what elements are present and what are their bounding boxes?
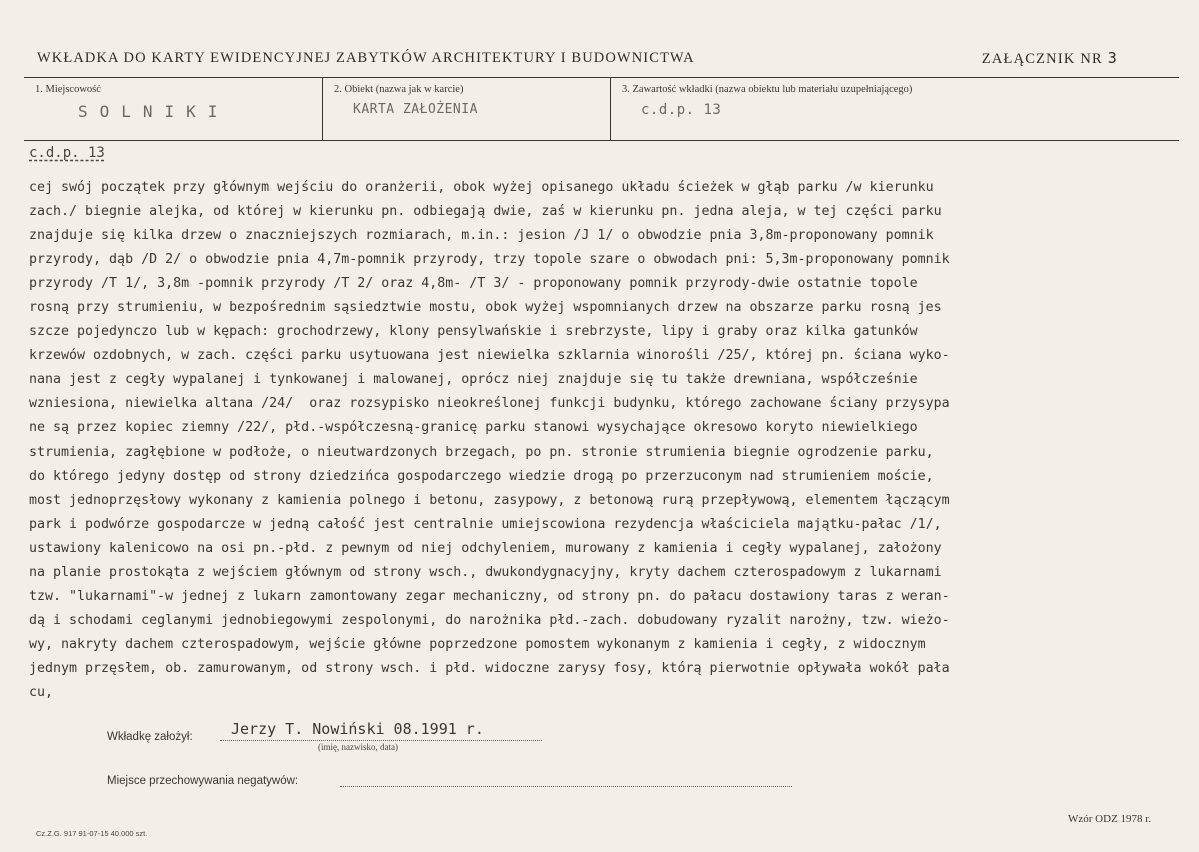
- text-line: szcze pojedynczo lub w kępach: grochodrzewy, klony pensylwańskie i srebrzyste, lipy i graby oraz kilka gatunków: [29, 324, 918, 340]
- author-hint: (imię, nazwisko, data): [318, 742, 398, 752]
- print-code: Cz.Z.G. 917 91-07-15 40.000 szt.: [36, 829, 148, 838]
- text-line: znajduje się kilka drzew o znaczniejszych rozmiarach, m.in.: jesion /J 1/ o obwodzie pnia 3,8m-proponowany pomnik: [29, 228, 934, 244]
- text-line: ustawiony kalenicowo na osi pn.-płd. z pewnym od niej odchyleniem, murowany z kamienia i cegły wypalanej, założony: [29, 540, 942, 556]
- content-cell: [610, 78, 1179, 140]
- attachment-label: ZAŁĄCZNIK NR: [981, 51, 1103, 67]
- text-line: wy, nakryty dachem czterospadowym, wejście główne poprzedzone pomostem wykonanym z kamienia i cegły, z widocznym: [29, 636, 926, 652]
- description-text: [29, 176, 1197, 705]
- locality-cell: [24, 78, 322, 140]
- content-value: c.d.p. 13: [641, 102, 722, 118]
- text-line: cu,: [29, 684, 54, 700]
- form-title: WKŁADKA DO KARTY EWIDENCYJNEJ ZABYTKÓW ARCHITEKTURY I BUDOWNICTWA: [37, 50, 695, 66]
- attachment-value: 3: [1107, 49, 1118, 67]
- author-signature: Jerzy T. Nowiński 08.1991 r.: [231, 720, 484, 738]
- text-line: most jednoprzęsłowy wykonany z kamienia polnego i betonu, zasypowy, z betonową rurą przepływową, elementem łączącym: [29, 492, 950, 508]
- negatives-dotted-line: [340, 786, 792, 787]
- continuation-reference: c.d.p. 13: [29, 145, 105, 161]
- text-line: dą i schodami ceglanymi jednobiegowymi zespolonymi, do narożnika płd.-zach. dobudowany ryzalit narożny, tzw. wieżo-: [29, 612, 950, 628]
- text-line: ne są przez kopiec ziemny /22/, płd.-współczesną-granicę parku stanowi wysychające okresowo koryto niewielkiego: [29, 420, 918, 436]
- content-label: 3. Zawartość wkładki (nazwa obiektu lub materiału uzupełniającego): [622, 84, 913, 95]
- form-model: Wzór ODZ 1978 r.: [1068, 813, 1152, 825]
- text-line: park i podwórze gospodarcze w jedną całość jest centralnie umiejscowiona rezydencja właściciela majątku-pałac /1/,: [29, 516, 942, 532]
- text-line: strumienia, zagłębione w podłoże, o nieutwardzonych brzegach, po pn. stronie strumienia biegnie ogrodzenie parku,: [29, 444, 934, 460]
- text-line: rosną przy strumieniu, w bezpośrednim sąsiedztwie mostu, obok wyżej wspomnianych drzew na obszarze parku rosną jes: [29, 300, 942, 316]
- text-line: tzw. "lukarnami"-w jednej z lukarn zamontowany zegar mechaniczny, od strony pn. do pałacu dostawiony taras z weran-: [29, 588, 950, 604]
- text-line: nana jest z cegły wypalanej i tynkowanej i malowanej, oprócz niej znajduje się tu także drewniana, współcześnie: [29, 372, 918, 388]
- negatives-label: Miejsce przechowywania negatywów:: [107, 775, 299, 787]
- locality-value: SOLNIKI: [78, 102, 230, 121]
- text-line: przyrody /T 1/, 3,8m -pomnik przyrody /T 2/ oraz 4,8m- /T 3/ - proponowany pomnik przyrody-dwie ostatnie topole: [29, 276, 918, 292]
- object-label: 2. Obiekt (nazwa jak w karcie): [334, 84, 464, 95]
- object-value: KARTA ZAŁOŻENIA: [353, 102, 478, 117]
- text-line: cej swój początek przy głównym wejściu do oranżerii, obok wyżej opisanego układu ścieżek w głąb parku /w kierunku: [29, 180, 934, 195]
- text-line: do którego jedyny dostęp od strony dziedzińca gospodarczego wiedzie drogą po przerzuconym nad strumieniem moście,: [29, 468, 934, 484]
- text-line: krzewów ozdobnych, w zach. części parku usytuowana jest niewielka szklarnia winorośli /25/, której pn. ściana wyko-: [29, 348, 950, 364]
- author-label: Wkładkę założył:: [107, 731, 193, 743]
- text-line: przyrody, dąb /D 2/ o obwodzie pnia 4,7m-pomnik przyrody, trzy topole szare o obwodach pni: 5,3m-proponowany pomnik: [29, 252, 950, 268]
- author-dotted-line: [220, 740, 542, 741]
- object-cell: [322, 78, 610, 140]
- attachment-number: [982, 49, 1118, 68]
- text-line: jednym przęsłem, ob. zamurowanym, od strony wsch. i płd. widoczne zarysy fosy, którą pierwotnie opływała wokół pała: [29, 660, 950, 676]
- locality-label: 1. Miejscowość: [35, 84, 101, 95]
- text-line: wzniesiona, niewielka altana /24/ oraz rozsypisko nieokreślonej funkcji budynku, którego zachowane ściany przysypa: [29, 396, 950, 412]
- text-line: na planie prostokąta z wejściem głównym od strony wsch., dwukondygnacyjny, kryty dachem czterospadowym z lukarnami: [29, 564, 942, 580]
- text-line: zach./ biegnie alejka, od której w kierunku pn. odbiegają dwie, zaś w kierunku pn. jedna aleja, w tej części parku: [29, 204, 942, 220]
- header-fields-table: [24, 77, 1179, 141]
